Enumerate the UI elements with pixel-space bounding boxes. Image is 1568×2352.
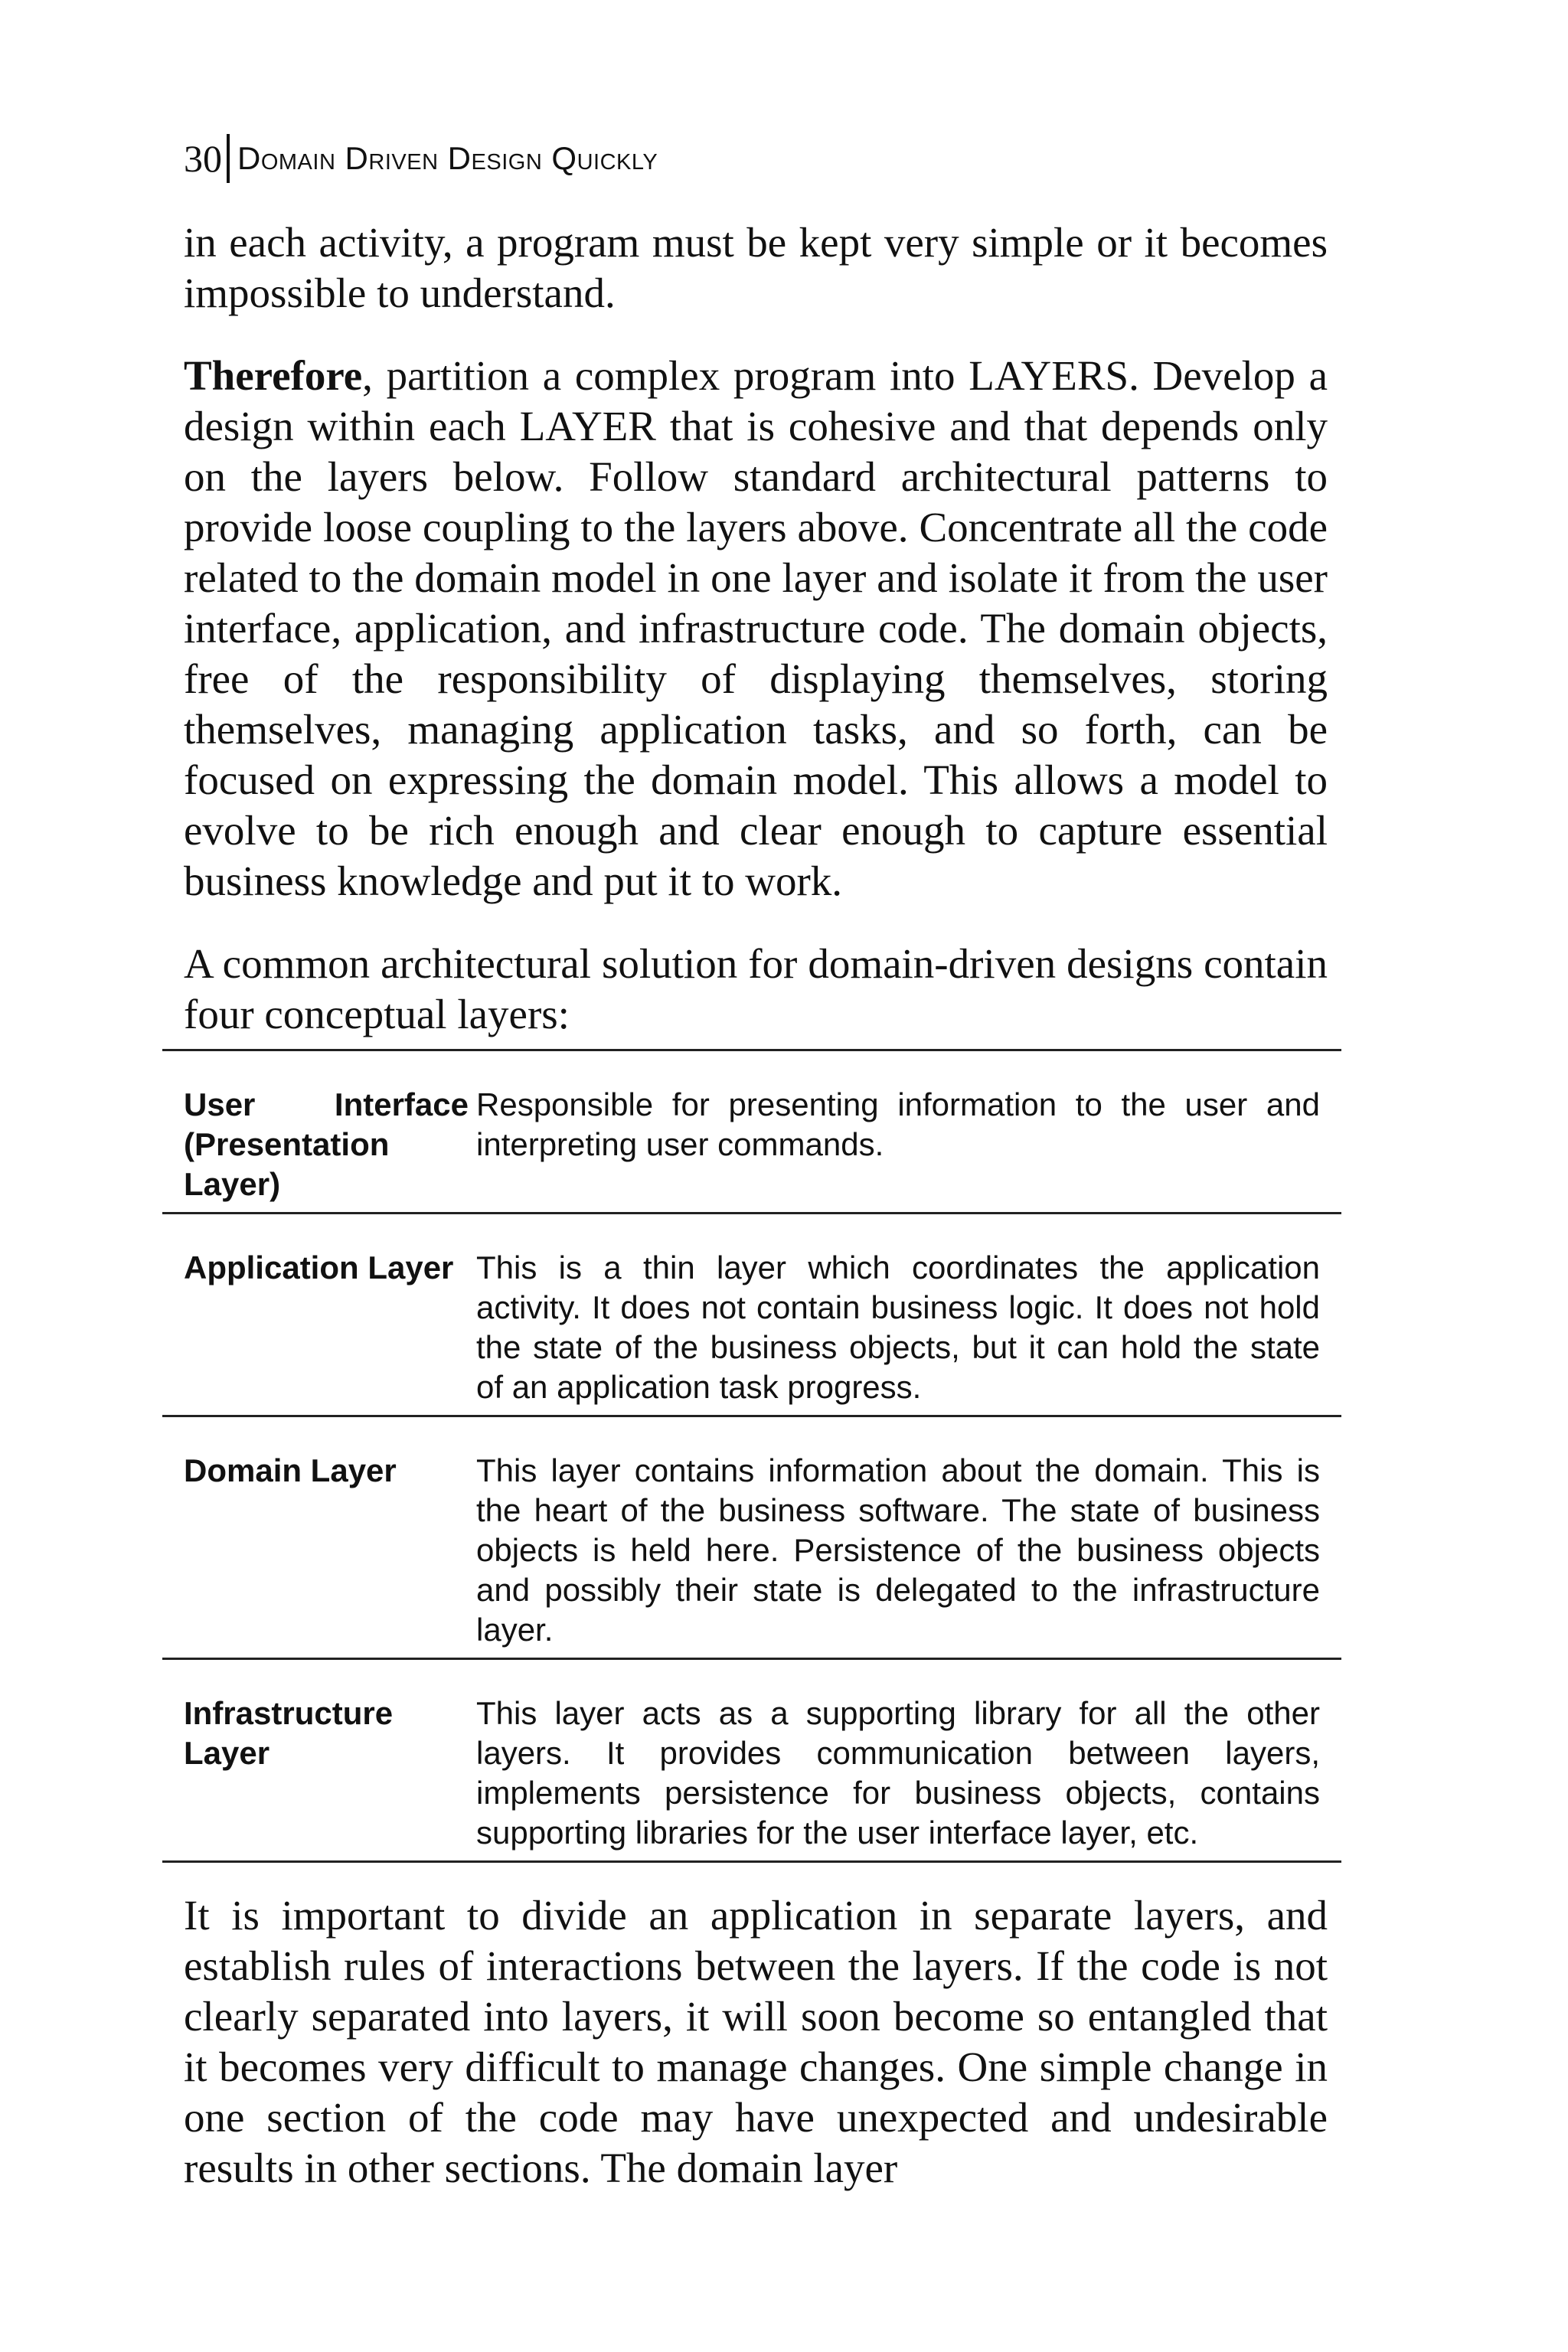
layer-description: Responsible for presenting information to the user and interpreting user commands. xyxy=(476,1086,1320,1162)
layer-row-application xyxy=(162,1214,1341,1417)
layer-name: Infrastructure Layer xyxy=(184,1695,394,1771)
layers-table xyxy=(162,1049,1341,1863)
layer-description: This layer contains information about the domain. This is the heart of the business software. The state of business objects is held here. Persistence of the business objects and possibly their state is delegated to the infrastructure layer. xyxy=(476,1452,1320,1648)
running-header xyxy=(184,130,1328,187)
layer-row-infrastructure xyxy=(162,1660,1341,1863)
layer-description: This is a thin layer which coordinates the application activity. It does not contain business logic. It does not hold the state of the business objects, but it can hold the state of an application task progress. xyxy=(476,1250,1320,1405)
page-number: 30 xyxy=(184,137,222,180)
layer-description: This layer acts as a supporting library for all the other layers. It provides communication between layers, implements persistence for business objects, contains supporting libraries for the user interface layer, etc. xyxy=(476,1695,1320,1851)
intro-continuation-paragraph: in each activity, a program must be kept very simple or it becomes impossible to understand. xyxy=(184,219,1328,316)
closing-paragraph: It is important to divide an application in separate layers, and establish rules of interactions between the layers. If the code is not clearly separated into layers, it will soon become so entangled that it becomes very difficult to manage changes. One simple change in one section of the code may have unexpected and undesirable results in other sections. The domain layer xyxy=(184,1892,1328,2191)
layer-row-domain xyxy=(162,1417,1341,1660)
layer-name: Domain Layer xyxy=(184,1452,397,1488)
layer-name: User Interface (Presentation Layer) xyxy=(184,1086,469,1202)
therefore-body: , partition a complex program into LAYERS. Develop a design within each LAYER that is cohesive and that depends only on the layers below. Follow standard architectural patterns to provide loose coupling to the layers above. Concentrate all the code related to the domain model in one layer and isolate it from the user interface, application, and infrastructure code. The domain objects, free of the responsibility of displaying themselves, storing themselves, managing application tasks, and so forth, can be focused on expressing the domain model. This allows a model to evolve to be rich enough and clear enough to capture essential business knowledge and put it to work. xyxy=(184,352,1328,904)
layer-row-user-interface xyxy=(162,1051,1341,1214)
header-divider xyxy=(227,134,230,183)
therefore-paragraph xyxy=(184,351,1328,906)
book-title: Domain Driven Design Quickly xyxy=(237,140,658,176)
layer-name: Application Layer xyxy=(184,1250,454,1285)
therefore-lead: Therefore xyxy=(184,352,363,399)
book-page xyxy=(184,130,1328,2194)
common-solution-paragraph: A common architectural solution for domain-driven designs contain four conceptual layers: xyxy=(184,940,1328,1037)
